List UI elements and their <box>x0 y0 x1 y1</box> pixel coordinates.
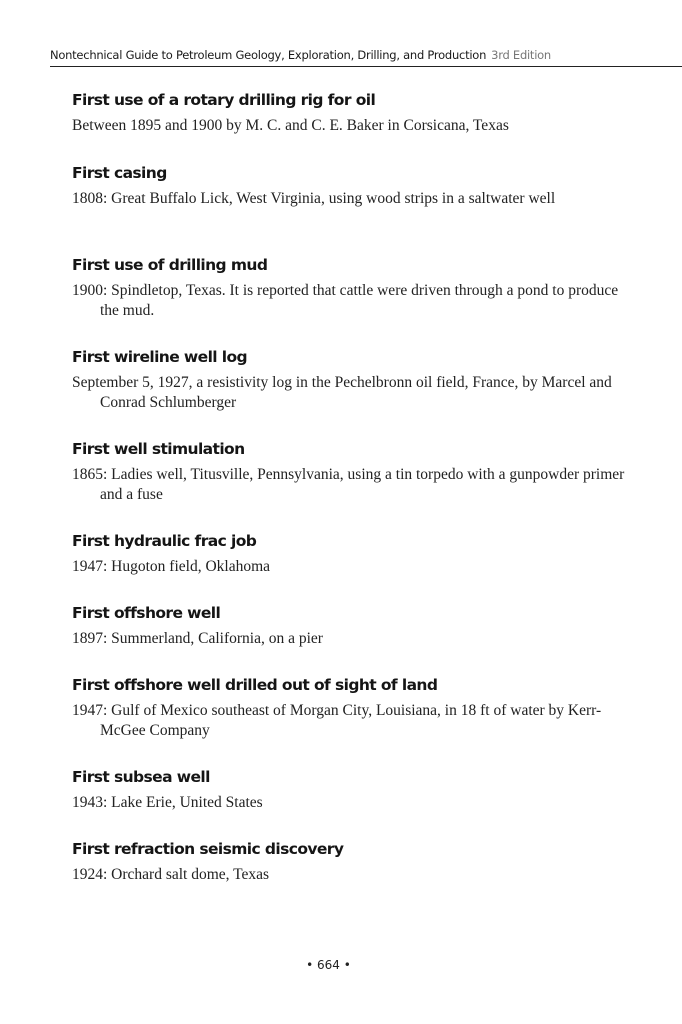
entry-rotary-drilling-rig <box>72 90 632 163</box>
entry-subsea-well <box>72 767 632 839</box>
entry-refraction-seismic <box>72 839 632 891</box>
entry-text: 1865: Ladies well, Titusville, Pennsylvania, using a tin torpedo with a gunpowder primer and a fuse <box>72 466 625 503</box>
entry-title: First well stimulation <box>72 440 245 458</box>
entry-title: First casing <box>72 164 167 182</box>
entry-hydraulic-frac-job <box>72 531 632 603</box>
entry-text: 1897: Summerland, California, on a pier <box>72 630 323 647</box>
entry-first-casing <box>72 163 632 255</box>
entry-offshore-well <box>72 603 632 675</box>
entry-title: First use of drilling mud <box>72 256 268 274</box>
entry-text: September 5, 1927, a resistivity log in the Pechelbronn oil field, France, by Marcel and Conrad Schlumberger <box>72 374 612 411</box>
entries-list <box>72 90 632 891</box>
page-number: • 664 • <box>306 958 351 972</box>
entry-text: 1924: Orchard salt dome, Texas <box>72 866 270 883</box>
running-header <box>50 47 682 67</box>
entry-well-stimulation <box>72 439 632 531</box>
entry-drilling-mud <box>72 255 632 347</box>
entry-offshore-out-of-sight <box>72 675 632 767</box>
entry-text: 1808: Great Buffalo Lick, West Virginia, using wood strips in a saltwater well <box>72 190 556 207</box>
entry-title: First wireline well log <box>72 348 248 366</box>
entry-title: First offshore well <box>72 604 221 622</box>
entry-title: First subsea well <box>72 768 210 786</box>
entry-text: 1947: Gulf of Mexico southeast of Morgan City, Louisiana, in 18 ft of water by Kerr-McGee Company <box>72 702 602 739</box>
entry-title: First use of a rotary drilling rig for oil <box>72 91 376 109</box>
entry-text: 1900: Spindletop, Texas. It is reported that cattle were driven through a pond to produce the mud. <box>72 282 619 319</box>
entry-text: 1947: Hugoton field, Oklahoma <box>72 558 271 575</box>
edition-label: 3rd Edition <box>491 48 551 62</box>
entry-title: First refraction seismic discovery <box>72 840 344 858</box>
entry-wireline-well-log <box>72 347 632 439</box>
entry-text: Between 1895 and 1900 by M. C. and C. E. Baker in Corsicana, Texas <box>72 117 509 134</box>
entry-text: 1943: Lake Erie, United States <box>72 794 263 811</box>
entry-title: First offshore well drilled out of sight of land <box>72 676 438 694</box>
book-title: Nontechnical Guide to Petroleum Geology, Exploration, Drilling, and Production <box>50 48 487 62</box>
entry-title: First hydraulic frac job <box>72 532 257 550</box>
